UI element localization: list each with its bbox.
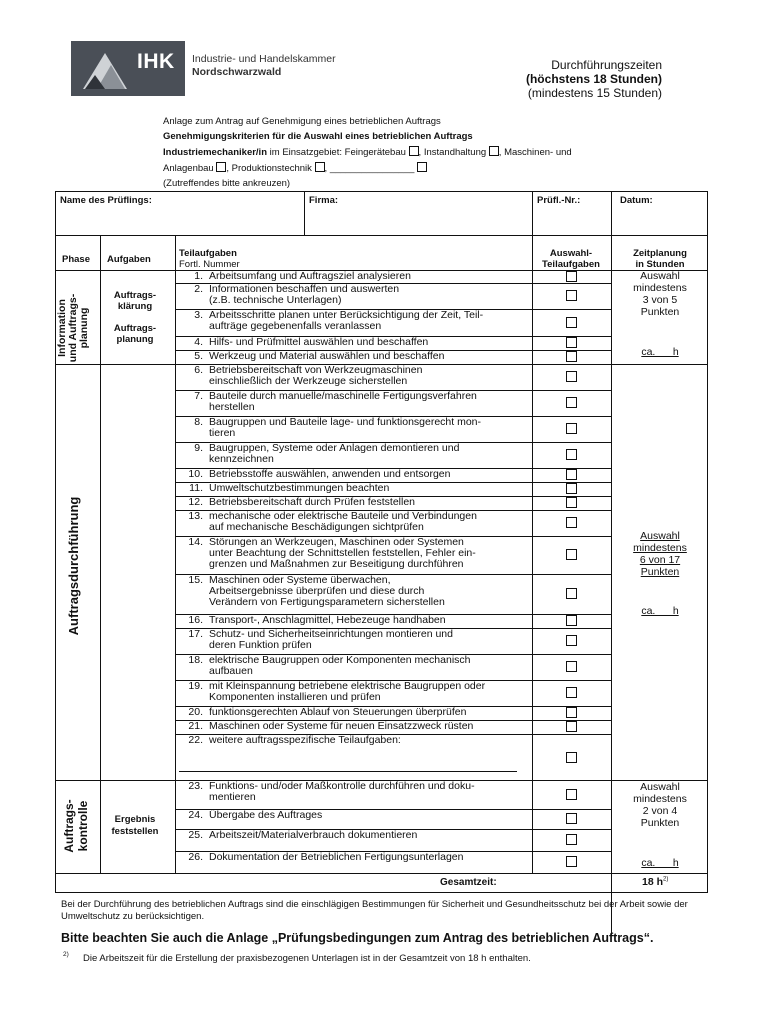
zeit-3-c: 2 von 4 [642, 805, 678, 817]
row-text: Maschinen oder Systeme überwachen, Arbeitsergebnisse überprüfen und diese durch Verändern von Fertigungsparametern sicherstellen [209, 574, 445, 608]
footnote-mark: 2) [63, 951, 69, 958]
einsatz-label: im Einsatzgebiet: Feingerätebau [267, 147, 406, 158]
row-number: 18. [188, 654, 203, 666]
col-teilaufgaben: Teilaufgaben [179, 248, 237, 259]
pruefl-label: Prüfl.-Nr.: [537, 195, 581, 206]
custom-task-line[interactable] [179, 771, 517, 772]
row-checkbox[interactable] [566, 752, 577, 763]
phase-durchfuehrung: Auftragsdurchführung [66, 496, 81, 636]
row-checkbox[interactable] [566, 661, 577, 672]
row-number: 2. [194, 283, 203, 295]
row-text: Transport-, Anschlagmittel, Hebezeuge handhaben [209, 614, 446, 626]
phase-planung-3: planung [78, 307, 90, 349]
row-checkbox[interactable] [566, 469, 577, 480]
safety-note: Bei der Durchführung des betrieblichen Auftrags sind die einschlägigen Bestimmungen für Sicherheit und Gesundheitsschutz bei der Arbeit sowie der Umweltschutz zu berücksichtigen. [61, 899, 688, 922]
row-checkbox[interactable] [566, 687, 577, 698]
produktion-label: , Produktionstechnik [226, 163, 312, 174]
name-label: Name des Prüflings: [60, 195, 152, 206]
row-checkbox[interactable] [566, 615, 577, 626]
maschinen-label: , Maschinen- und [498, 147, 572, 158]
row-checkbox[interactable] [566, 351, 577, 362]
col-aufgaben: Aufgaben [107, 254, 151, 265]
row-text: Umweltschutzbestimmungen beachten [209, 482, 390, 494]
header-title: Durchführungszeiten [551, 58, 662, 72]
row-text: Schutz- und Sicherheitseinrichtungen montieren und deren Funktion prüfen [209, 628, 453, 651]
zeit-2-d: Punkten [640, 566, 680, 578]
row-number: 20. [188, 706, 203, 718]
total-label: Gesamtzeit: [440, 877, 497, 888]
row-number: 15. [188, 574, 203, 586]
row-number: 13. [188, 510, 203, 522]
row-text: Arbeitsumfang und Auftragsziel analysieren [209, 270, 411, 282]
firma-label: Firma: [309, 195, 339, 206]
row-text: Werkzeug und Material auswählen und beschaffen [209, 350, 445, 362]
row-number: 3. [194, 309, 203, 321]
produktionstechnik-checkbox[interactable] [315, 162, 325, 172]
row-text: weitere auftragsspezifische Teilaufgaben: [209, 734, 401, 746]
row-text: Hilfs- und Prüfmittel auswählen und beschaffen [209, 336, 429, 348]
row-number: 21. [188, 720, 203, 732]
row-text: Baugruppen und Bauteile lage- und funktionsgerecht mon- tieren [209, 416, 482, 439]
intro-line-5: (Zutreffendes bitte ankreuzen) [163, 178, 291, 189]
row-checkbox[interactable] [566, 271, 577, 282]
instandhaltung-checkbox[interactable] [489, 146, 499, 156]
aufgabe-klaerung-2: klärung [117, 301, 153, 312]
org-line-2: Nordschwarzwald [192, 66, 282, 78]
row-checkbox[interactable] [566, 290, 577, 301]
row-checkbox[interactable] [566, 721, 577, 732]
zeit-3-a: Auswahl [640, 781, 680, 793]
row-number: 1. [194, 270, 203, 282]
row-number: 5. [194, 350, 203, 362]
row-text: mit Kleinspannung betriebene elektrische Baugruppen oder Komponenten installieren und prüfen [209, 680, 486, 703]
row-number: 25. [188, 829, 203, 841]
row-text: Übergabe des Auftrages [209, 809, 323, 821]
zeit-2-c: 6 von 17 [639, 554, 681, 566]
aufgabe-ergebnis-2: feststellen [111, 826, 159, 837]
row-number: 11. [189, 482, 203, 494]
row-text: Arbeitszeit/Materialverbrauch dokumentieren [209, 829, 418, 841]
row-text: Informationen beschaffen und auswerten (z.B. technische Unterlagen) [209, 283, 400, 306]
zeit-block-2 [615, 530, 705, 578]
row-number: 26. [188, 851, 203, 863]
anlagenbau-label: Anlagenbau [163, 163, 214, 174]
zeit-1-a: Auswahl [640, 270, 680, 282]
zeit-block-3 [615, 781, 705, 829]
phase-kontrolle-2: kontrolle [76, 800, 90, 852]
vline-zeit [611, 235, 612, 935]
notice: Bitte beachten Sie auch die Anlage „Prüfungsbedingungen zum Antrag des betrieblichen Auftrags“. [61, 931, 654, 945]
header-max: (höchstens 18 Stunden) [525, 72, 662, 86]
row-text: Baugruppen, Systeme oder Anlagen demontieren und kennzeichnen [209, 442, 460, 465]
instand-label: , Instandhaltung [418, 147, 487, 158]
footnote-text: Die Arbeitszeit für die Erstellung der praxisbezogenen Unterlagen ist in der Gesamtzeit von 18 h enthalten. [83, 953, 531, 964]
phase-planung-2: und Auftrags- [67, 293, 79, 363]
row-checkbox[interactable] [566, 317, 577, 328]
intro-line-4 [163, 162, 427, 176]
aufgabe-planung-2: planung [116, 334, 154, 345]
logo-name: IHK [137, 50, 175, 73]
row-text: Dokumentation der Betrieblichen Fertigungsunterlagen [209, 851, 464, 863]
row-checkbox[interactable] [566, 549, 577, 560]
col-auswahl-2: Teilaufgaben [542, 259, 600, 270]
vline-datum [611, 191, 612, 235]
aufgabe-klaerung-1: Auftrags- [113, 290, 157, 301]
phase-planung [57, 273, 97, 383]
row-checkbox[interactable] [566, 856, 577, 867]
row-number: 8. [194, 416, 203, 428]
row-checkbox[interactable] [566, 789, 577, 800]
row-checkbox[interactable] [566, 813, 577, 824]
phase-kontrolle [62, 788, 94, 864]
row-checkbox[interactable] [566, 371, 577, 382]
zeit-1-c: 3 von 5 [642, 294, 678, 306]
header-divider [55, 235, 707, 236]
vline-firma [304, 191, 305, 235]
datum-label: Datum: [620, 195, 653, 206]
row-number: 7. [194, 390, 203, 402]
other-blank: , ________________ [324, 163, 415, 174]
col-zeit-2: in Stunden [635, 259, 685, 270]
row-text: Bauteile durch manuelle/maschinelle Fertigungsverfahren herstellen [209, 390, 477, 413]
intro-line-1: Anlage zum Antrag auf Genehmigung eines betrieblichen Auftrags [163, 116, 441, 127]
row-number: 9. [194, 442, 203, 454]
total-footnote-mark: 2) [663, 876, 669, 883]
row-checkbox[interactable] [566, 449, 577, 460]
row-number: 22. [188, 734, 203, 746]
vline-pruefl [532, 191, 533, 235]
zeit-3-b: mindestens [633, 793, 687, 805]
total-hours: 18 h [642, 876, 664, 888]
row-number: 12. [188, 496, 203, 508]
aufgabe-ergebnis-1: Ergebnis [114, 814, 156, 825]
row-number: 4. [194, 336, 203, 348]
row-number: 16. [188, 614, 203, 626]
zeit-1-b: mindestens [633, 282, 687, 294]
row-number: 23. [188, 780, 203, 792]
row-text: funktionsgerechten Ablauf von Steuerungen überprüfen [209, 706, 467, 718]
row-text: Funktions- und/oder Maßkontrolle durchführen und doku- mentieren [209, 780, 475, 803]
row-checkbox[interactable] [566, 517, 577, 528]
zeit-2-hours[interactable]: ca. h [641, 605, 679, 617]
col-phase: Phase [62, 254, 90, 265]
col-zeit-1: Zeitplanung [633, 248, 687, 259]
zeit-1-d: Punkten [640, 306, 680, 318]
total-value [642, 876, 668, 888]
row-text: Störungen an Werkzeugen, Maschinen oder Systemen unter Beachtung der Schnittstellen feststellen, Fehler ein- grenzen und Maßnahmen zur Beseitigung durchführen [209, 536, 476, 570]
anlagenbau-checkbox[interactable] [216, 162, 226, 172]
row-number: 14. [188, 536, 203, 548]
zeit-2-b: mindestens [633, 542, 687, 554]
row-checkbox[interactable] [566, 497, 577, 508]
zeit-3-d: Punkten [640, 817, 680, 829]
row-checkbox[interactable] [566, 423, 577, 434]
intro-line-2: Genehmigungskriterien für die Auswahl eines betrieblichen Auftrags [163, 131, 473, 142]
vline-aufgaben [175, 235, 176, 873]
row-text: Betriebsstoffe auswählen, anwenden und entsorgen [209, 468, 451, 480]
col-auswahl-1: Auswahl- [549, 248, 593, 259]
total-divider [55, 873, 707, 874]
org-line-1: Industrie- und Handelskammer [192, 53, 336, 65]
col-fortl: Fortl. Nummer [179, 259, 240, 270]
zeit-2-a: Auswahl [640, 530, 680, 542]
row-checkbox[interactable] [566, 834, 577, 845]
other-checkbox[interactable] [417, 162, 427, 172]
job-title: Industriemechaniker/in [163, 147, 268, 158]
aufgabe-planung-1: Auftrags- [113, 323, 157, 334]
zeit-3-hours[interactable]: ca. h [641, 857, 679, 869]
row-text: mechanische oder elektrische Bauteile und Verbindungen auf mechanische Beschädigungen sichtprüfen [209, 510, 477, 533]
row-number: 10. [188, 468, 203, 480]
row-text: elektrische Baugruppen oder Komponenten mechanisch aufbauen [209, 654, 471, 677]
row-text: Betriebsbereitschaft von Werkzeugmaschinen einschließlich der Werkzeuge sicherstellen [209, 364, 423, 387]
row-text: Arbeitsschritte planen unter Berücksichtigung der Zeit, Teil- aufträge gegebenenfalls veranlassen [209, 309, 484, 332]
row-checkbox[interactable] [566, 635, 577, 646]
row-text: Betriebsbereitschaft durch Prüfen feststellen [209, 496, 416, 508]
phase-planung-1: Information [56, 299, 68, 357]
row-number: 19. [188, 680, 203, 692]
zeit-1-hours[interactable]: ca. h [641, 346, 679, 358]
header-min: (mindestens 15 Stunden) [527, 86, 662, 100]
row-checkbox[interactable] [566, 337, 577, 348]
intro-line-3 [163, 146, 572, 160]
row-number: 17. [188, 628, 203, 640]
row-number: 6. [194, 364, 203, 376]
phase-kontrolle-1: Auftrags- [62, 799, 76, 853]
row-checkbox[interactable] [566, 707, 577, 718]
row-checkbox[interactable] [566, 588, 577, 599]
row-number: 24. [188, 809, 203, 821]
row-checkbox[interactable] [566, 397, 577, 408]
feingeraetebau-checkbox[interactable] [409, 146, 419, 156]
row-checkbox[interactable] [566, 483, 577, 494]
zeit-block-1 [615, 270, 705, 318]
row-text: Maschinen oder Systeme für neuen Einsatzzweck rüsten [209, 720, 474, 732]
